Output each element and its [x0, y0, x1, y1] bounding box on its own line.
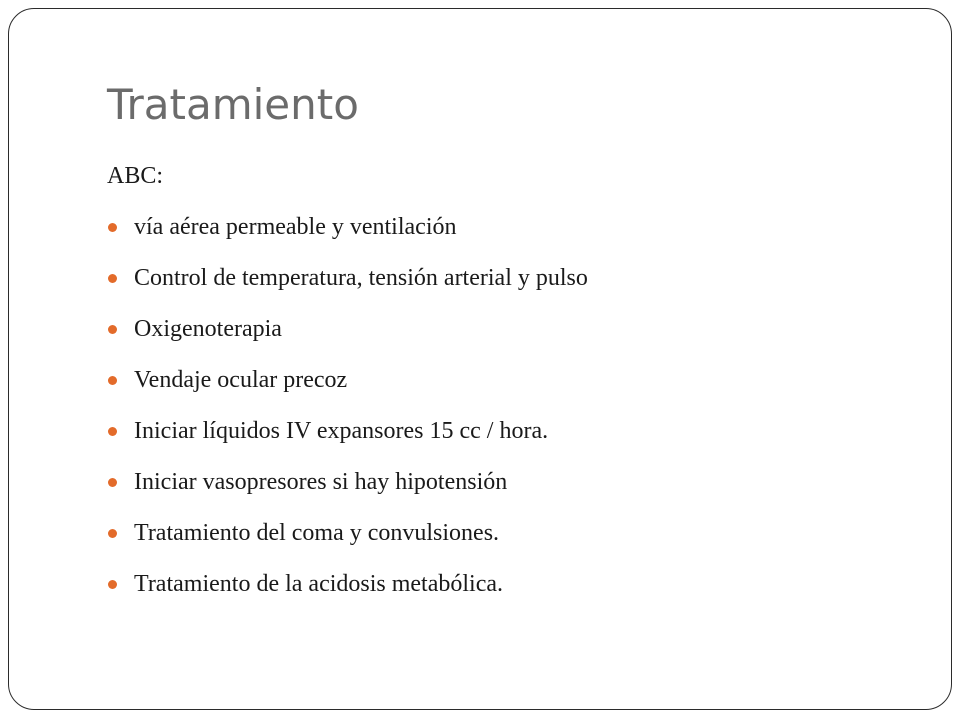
bullet-text: Vendaje ocular precoz: [134, 367, 348, 393]
bullet-item: [107, 516, 927, 550]
bullet-item: [107, 465, 927, 499]
bullet-text: Tratamiento de la acidosis metabólica.: [134, 571, 504, 597]
bullet-text: Iniciar líquidos IV expansores 15 cc / hora.: [134, 418, 549, 444]
bullet-dot-icon: [108, 427, 117, 436]
bullet-text: Tratamiento del coma y convulsiones.: [134, 520, 500, 546]
intro-text: ABC:: [107, 163, 164, 189]
bullet-item: [107, 567, 927, 601]
bullet-dot-icon: [108, 274, 117, 283]
bullet-item: [107, 210, 927, 244]
bullet-list: [107, 210, 927, 601]
bullet-item: [107, 363, 927, 397]
bullet-item: [107, 414, 927, 448]
bullet-text: Iniciar vasopresores si hay hipotensión: [134, 469, 508, 495]
bullet-dot-icon: [108, 529, 117, 538]
bullet-item: [107, 312, 927, 346]
slide-content: [107, 159, 927, 618]
bullet-dot-icon: [108, 478, 117, 487]
bullet-dot-icon: [108, 325, 117, 334]
slide-title: Tratamiento: [107, 80, 359, 129]
bullet-item: [107, 261, 927, 295]
bullet-dot-icon: [108, 580, 117, 589]
bullet-dot-icon: [108, 223, 117, 232]
bullet-text: Oxigenoterapia: [134, 316, 282, 342]
bullet-text: vía aérea permeable y ventilación: [134, 214, 457, 240]
bullet-dot-icon: [108, 376, 117, 385]
bullet-text: Control de temperatura, tensión arterial y pulso: [134, 265, 588, 291]
